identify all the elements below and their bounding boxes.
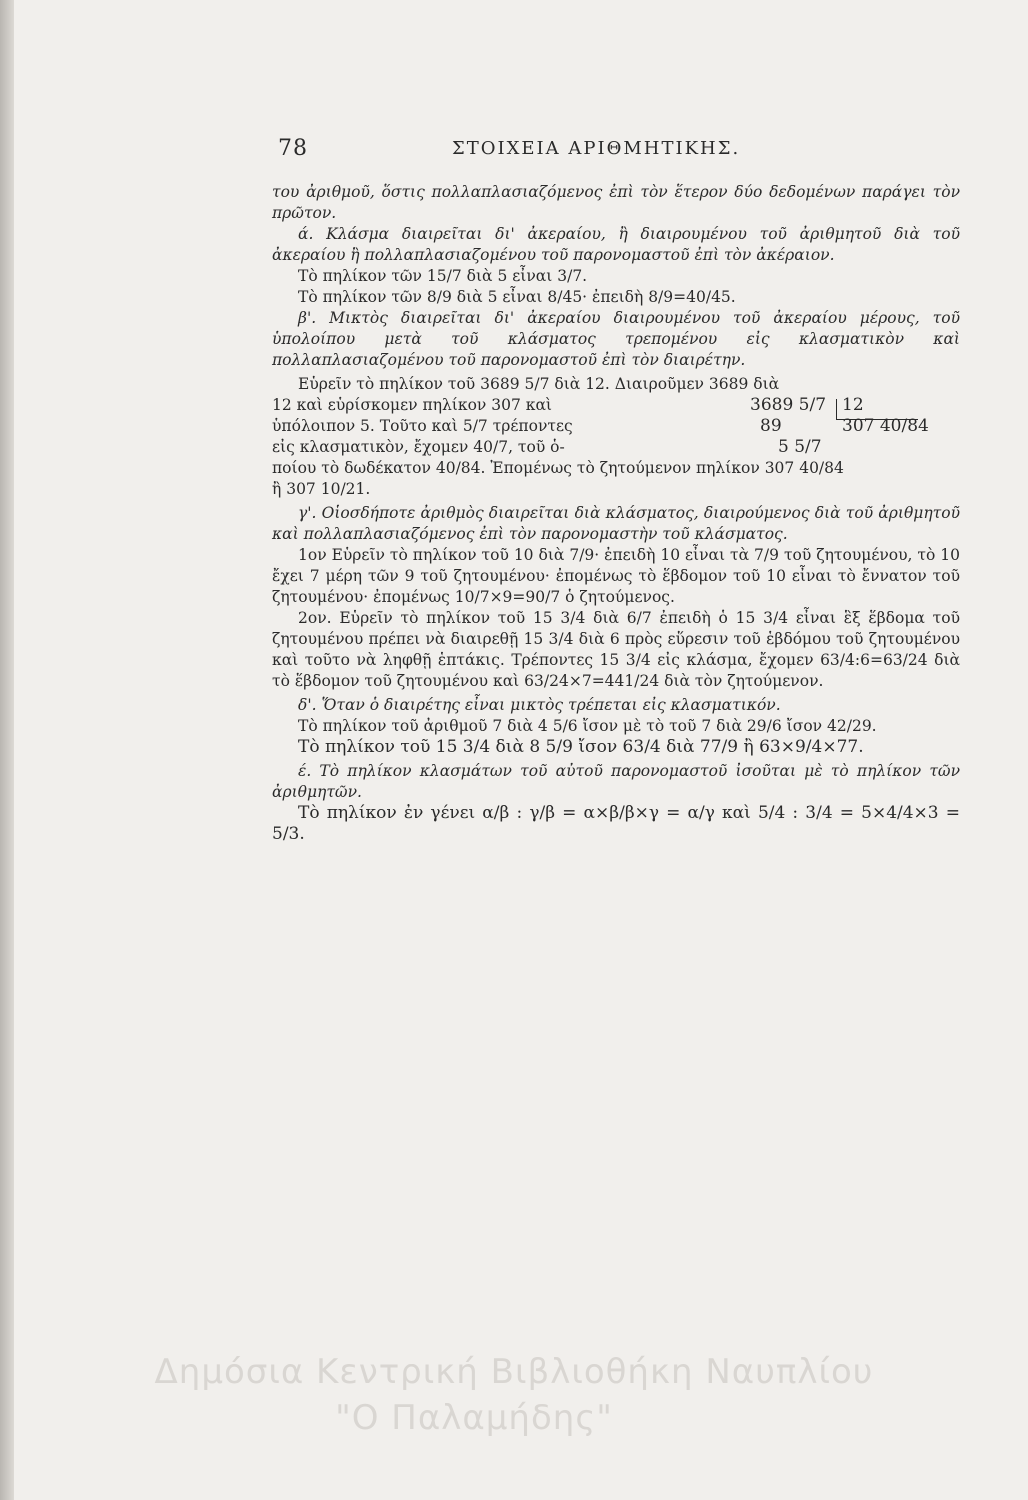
long-division-layout [732, 395, 942, 458]
example-epsilon: Τὸ πηλίκον ἐν γένει α/β : γ/β = α×β/β×γ = α/γ καὶ 5/4 : 3/4 = 5×4/4×3 = 5/3. [272, 803, 960, 844]
long-division-row-3 [732, 437, 942, 458]
last-remainder: 5 5/7 [778, 437, 822, 457]
example-gamma-1: 1ον Εὑρεῖν τὸ πηλίκον τοῦ 10 διὰ 7/9· ἐπειδὴ 10 εἶναι τὰ 7/9 τοῦ ζητουμένου, τὸ 10 ἔχει 7 μέρη τῶν 9 τοῦ ζητουμένου· ἐπομένως τὸ ἕβδομον τοῦ 10 εἶναι τὸ ἔννατον τοῦ ζητουμένου· ἐπομένως 10/7×9=90/7 ὁ ζητούμενος. [272, 546, 960, 606]
page-gutter-shadow [0, 0, 14, 1500]
division-line-2: 12 καὶ εὑρίσκομεν πηλίκον 307 καὶ [272, 396, 552, 414]
library-watermark-line-1: Δημόσια Κεντρική Βιβλιοθήκη Ναυπλίου [154, 1352, 874, 1392]
dividend: 3689 5/7 [750, 395, 827, 415]
page-number: 78 [278, 136, 308, 161]
long-division-row-2 [732, 416, 942, 437]
rule-gamma: γ'. Οἱοσδήποτε ἀριθμὸς διαιρεῖται διὰ κλάσματος, διαιρούμενος διὰ τοῦ ἀριθμητοῦ καὶ πολλαπλασιαζόμενος ἐπὶ τὸν παρονομαστὴν τοῦ κλάσματος. [272, 504, 960, 543]
quotient: 307 40/84 [842, 416, 929, 436]
example-delta-1: Τὸ πηλίκον τοῦ ἀριθμοῦ 7 διὰ 4 5/6 ἴσον μὲ τὸ τοῦ 7 διὰ 29/6 ἴσον 42/29. [298, 717, 877, 735]
library-watermark-line-2: "Ο Παλαμήδης" [335, 1398, 613, 1438]
paragraph-continuation: του ἀριθμοῦ, ὅστις πολλαπλασιαζόμενος ἐπὶ τὸν ἕτερον δύο δεδομένων παράγει τὸν πρῶτον. [272, 183, 960, 222]
division-line-1: Εὑρεῖν τὸ πηλίκον τοῦ 3689 5/7 διὰ 12. Διαιροῦμεν 3689 διὰ [298, 375, 780, 393]
rule-delta: δ'. Ὅταν ὁ διαιρέτης εἶναι μικτὸς τρέπεται εἰς κλασματικόν. [298, 696, 781, 714]
division-example [272, 374, 960, 500]
running-head: ΣΤΟΙΧΕΙΑ ΑΡΙΘΜΗΤΙΚΗΣ. [452, 138, 741, 159]
rule-alpha: ά. Κλάσμα διαιρεῖται δι' ἀκεραίου, ἢ διαιρουμένου τοῦ ἀριθμητοῦ διὰ τοῦ ἀκεραίου ἢ πολλαπλασιαζομένου τοῦ παρονομαστοῦ ἐπὶ τὸν ἀκέραιον. [272, 225, 960, 264]
page-body [272, 182, 960, 845]
divisor: 12 [842, 395, 864, 415]
example-alpha-2: Τὸ πηλίκον τῶν 8/9 διὰ 5 εἶναι 8/45· ἐπειδὴ 8/9=40/45. [298, 288, 736, 306]
rule-epsilon: έ. Τὸ πηλίκον κλασμάτων τοῦ αὐτοῦ παρονομαστοῦ ἰσοῦται μὲ τὸ πηλίκον τῶν ἀριθμητῶν. [272, 762, 960, 801]
example-alpha-1: Τὸ πηλίκον τῶν 15/7 διὰ 5 εἶναι 3/7. [298, 267, 588, 285]
division-line-6: ἢ 307 10/21. [272, 480, 371, 498]
rule-beta: β'. Μικτὸς διαιρεῖται δι' ἀκεραίου διαιρουμένου τοῦ ἀκεραίου μέρους, τοῦ ὑπολοίπου μετὰ τοῦ κλάσματος τρεπομένου εἰς κλασματικὸν καὶ πολλαπλασιαζομένου τοῦ παρονομαστοῦ ἐπὶ τὸν διαιρέτην. [272, 309, 960, 369]
division-line-5: ποίου τὸ δωδέκατον 40/84. Ἐπομένως τὸ ζητούμενον πηλίκον 307 40/84 [272, 459, 844, 477]
example-delta-2: Τὸ πηλίκον τοῦ 15 3/4 διὰ 8 5/9 ἴσον 63/4 διὰ 77/9 ἢ 63×9/4×77. [298, 737, 864, 757]
long-division-row-1 [732, 395, 942, 416]
page-header [0, 136, 1028, 166]
example-gamma-2: 2ον. Εὑρεῖν τὸ πηλίκον τοῦ 15 3/4 διὰ 6/7 ἐπειδὴ ὁ 15 3/4 εἶναι ἓξ ἕβδομα τοῦ ζητουμένου πρέπει νὰ διαιρεθῇ 15 3/4 διὰ 6 πρὸς εὕρεσιν τοῦ ἑβδόμου τοῦ ζητουμένου καὶ τοῦτο νὰ ληφθῇ ἑπτάκις. Τρέποντες 15 3/4 εἰς κλάσμα, ἔχομεν 63/4:6=63/24 διὰ τὸ ἕβδομον τοῦ ζητουμένου καὶ 63/24×7=441/24 διὰ τὸν ζητούμενον. [272, 609, 960, 690]
remainder: 89 [760, 416, 782, 436]
division-line-4: εἰς κλασματικὸν, ἔχομεν 40/7, τοῦ ὁ- [272, 438, 565, 456]
division-line-3: ὑπόλοιπον 5. Τοῦτο καὶ 5/7 τρέποντες [272, 417, 573, 435]
